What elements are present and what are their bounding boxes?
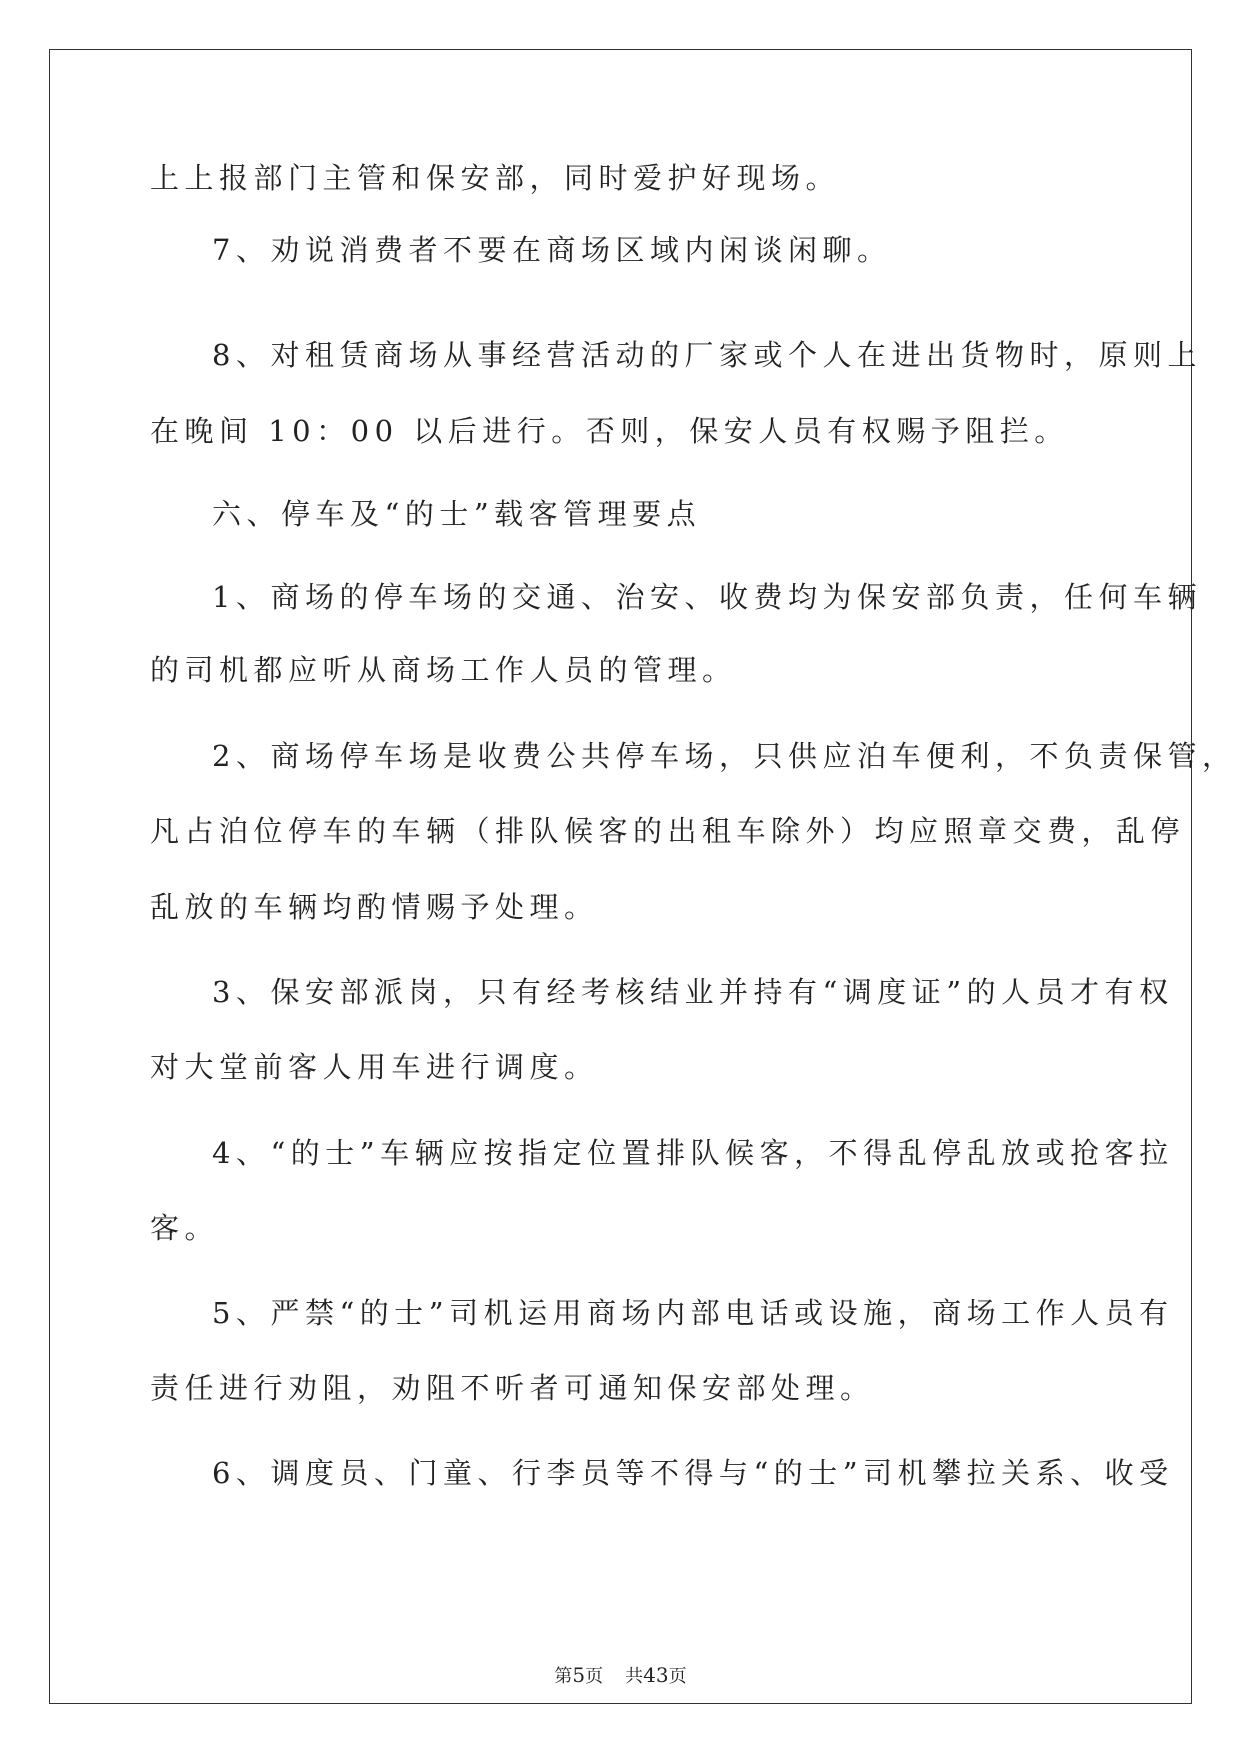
page-suffix: 页 bbox=[585, 1666, 604, 1687]
text-line: 在晚间 10：00 以后进行。否则，保安人员有权赐予阻拦。 bbox=[150, 414, 1069, 448]
section-heading: 六、停车及“的士”载客管理要点 bbox=[212, 497, 702, 531]
text-line: 对大堂前客人用车进行调度。 bbox=[150, 1050, 599, 1084]
text-line: 责任进行劝阻，劝阻不听者可通知保安部处理。 bbox=[150, 1371, 875, 1405]
page-footer bbox=[0, 1662, 1241, 1688]
text-line: 4、“的士”车辆应按指定位置排队候客，不得乱停乱放或抢客拉 bbox=[212, 1136, 1174, 1170]
text-line: 凡占泊位停车的车辆（排队候客的出租车除外）均应照章交费，乱停 bbox=[150, 814, 1186, 848]
text-line: 1、商场的停车场的交通、治安、收费均为保安部负责，任何车辆 bbox=[212, 580, 1202, 614]
total-suffix: 页 bbox=[668, 1666, 687, 1687]
text-line: 6、调度员、门童、行李员等不得与“的士”司机攀拉关系、收受 bbox=[212, 1456, 1174, 1490]
text-line: 的司机都应听从商场工作人员的管理。 bbox=[150, 653, 737, 687]
page-number: 5 bbox=[572, 1663, 586, 1687]
text-line: 8、对租赁商场从事经营活动的厂家或个人在进出货物时，原则上 bbox=[212, 338, 1202, 372]
text-line: 3、保安部派岗，只有经考核结业并持有“调度证”的人员才有权 bbox=[212, 975, 1174, 1009]
text-line: 客。 bbox=[150, 1211, 220, 1245]
page-prefix: 第 bbox=[554, 1666, 573, 1687]
text-line: 5、严禁“的士”司机运用商场内部电话或设施，商场工作人员有 bbox=[212, 1296, 1174, 1330]
text-line: 上上报部门主管和保安部，同时爱护好现场。 bbox=[150, 161, 841, 195]
total-prefix: 共 bbox=[625, 1666, 644, 1687]
total-pages: 43 bbox=[643, 1663, 669, 1687]
text-line: 乱放的车辆均酌情赐予处理。 bbox=[150, 890, 599, 924]
text-line: 2、商场停车场是收费公共停车场，只供应泊车便利，不负责保管， bbox=[212, 739, 1237, 773]
text-line: 7、劝说消费者不要在商场区域内闲谈闲聊。 bbox=[212, 233, 892, 267]
